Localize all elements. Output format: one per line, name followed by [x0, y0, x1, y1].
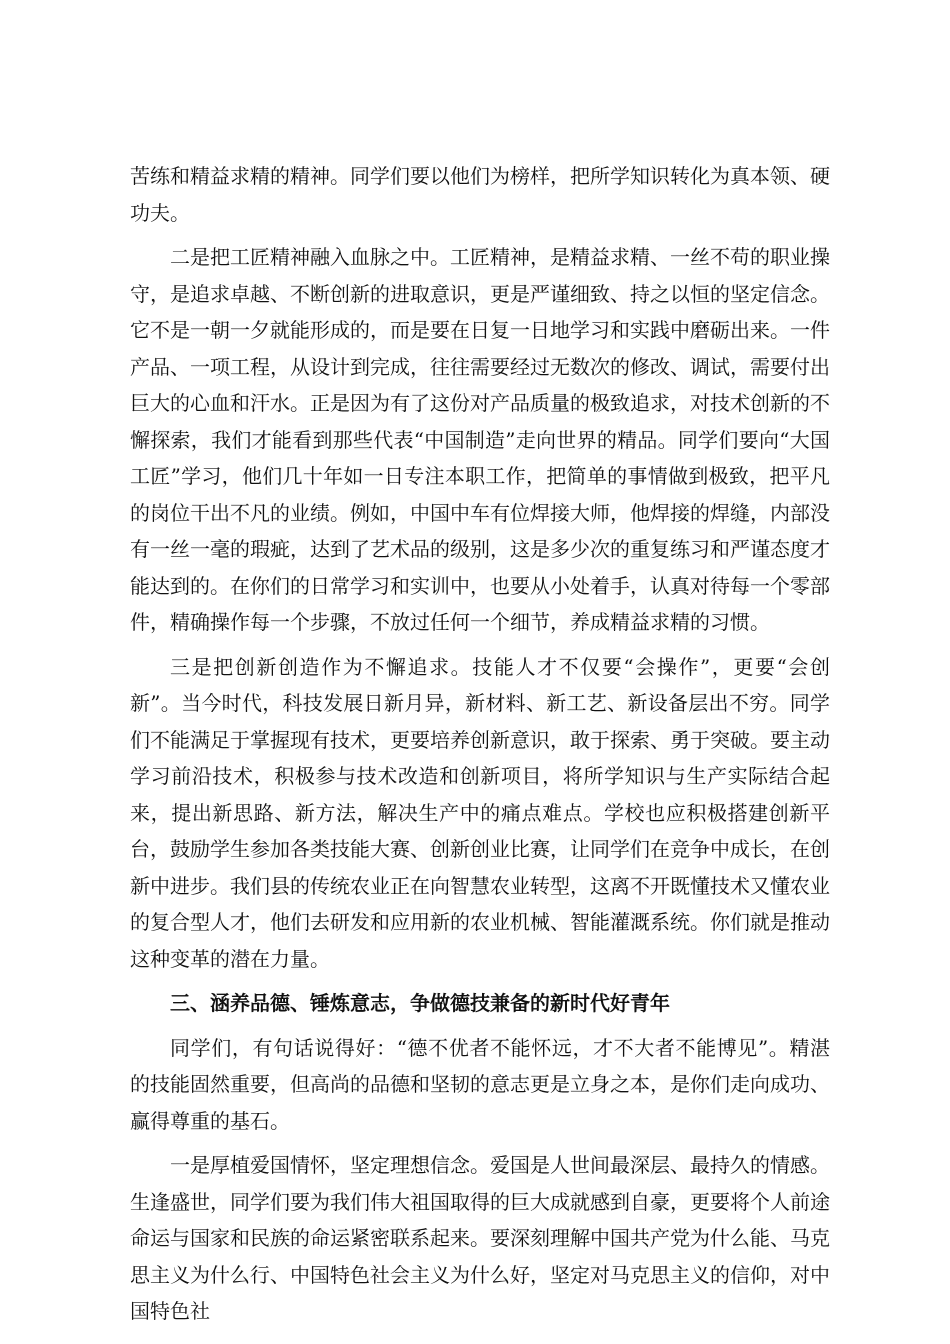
paragraph-continuation: 苦练和精益求精的精神。同学们要以他们为榜样，把所学知识转化为真本领、硬功夫。: [130, 164, 830, 225]
paragraph-patriotism: 一是厚植爱国情怀，坚定理想信念。爱国是人世间最深层、最持久的情感。生逢盛世，同学们要为我们伟大祖国取得的巨大成就感到自豪，更要将个人前途命运与国家和民族的命运紧密联系起来。要深刻理解中国共产党为什么能、马克思主义为什么行、中国特色社会主义为什么好，坚定对马克思主义的信仰，对中国特色社: [130, 1153, 830, 1323]
paragraph-virtue-intro: 同学们，有句话说得好：“德不优者不能怀远，才不大者不能博见”。精湛的技能固然重要，但高尚的品德和坚韧的意志更是立身之本，是你们走向成功、赢得尊重的基石。: [130, 1035, 830, 1133]
paragraph-innovation: 三是把创新创造作为不懈追求。技能人才不仅要“会操作”，更要“会创新”。当今时代，科技发展日新月异，新材料、新工艺、新设备层出不穷。同学们不能满足于掌握现有技术，更要培养创新意识，敢于探索、勇于突破。要主动学习前沿技术，积极参与技术改造和创新项目，将所学知识与生产实际结合起来，提出新思路、新方法，解决生产中的痛点难点。学校也应积极搭建创新平台，鼓励学生参加各类技能大赛、创新创业比赛，让同学们在竞争中成长，在创新中进步。我们县的传统农业正在向智慧农业转型，这离不开既懂技术又懂农业的复合型人才，他们去研发和应用新的农业机械、智能灌溉系统。你们就是推动这种变革的潜在力量。: [130, 654, 830, 971]
paragraph-craftsmanship: 二是把工匠精神融入血脉之中。工匠精神，是精益求精、一丝不苟的职业操守，是追求卓越、不断创新的进取意识，更是严谨细致、持之以恒的坚定信念。它不是一朝一夕就能形成的，而是要在日复一日地学习和实践中磨砺出来。一件产品、一项工程，从设计到完成，往往需要经过无数次的修改、调试，需要付出巨大的心血和汗水。正是因为有了这份对产品质量的极致追求，对技术创新的不懈探索，我们才能看到那些代表“中国制造”走向世界的精品。同学们要向“大国工匠”学习，他们几十年如一日专注本职工作，把简单的事情做到极致，把平凡的岗位干出不凡的业绩。例如，中国中车有位焊接大师，他焊接的焊缝，内部没有一丝一毫的瑕疵，达到了艺术品的级别，这是多少次的重复练习和严谨态度才能达到的。在你们的日常学习和实训中，也要从小处着手，认真对待每一个零部件，精确操作每一个步骤，不放过任何一个细节，养成精益求精的习惯。: [130, 245, 830, 634]
section-heading: 三、涵养品德、锤炼意志，争做德技兼备的新时代好青年: [170, 991, 670, 1015]
document-body: [130, 158, 830, 1338]
